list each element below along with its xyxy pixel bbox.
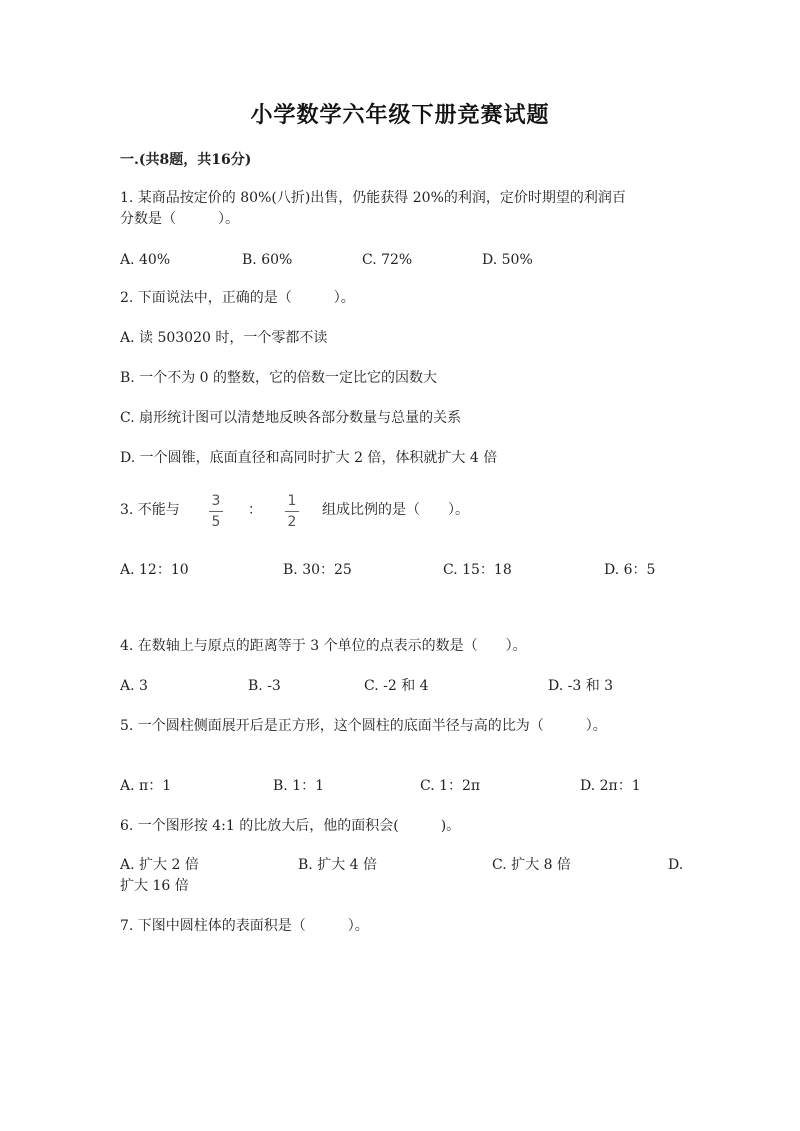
question-1-option-c: C. 72% — [362, 252, 413, 268]
question-5-option-a: A. π：1 — [120, 778, 172, 794]
question-4-option-a: A. 3 — [120, 678, 148, 694]
question-3-option-b: B. 30：25 — [283, 562, 352, 578]
question-6-option-d-text: 扩大 16 倍 — [120, 878, 189, 894]
question-3-option-a: A. 12：10 — [120, 562, 189, 578]
fraction-denominator: 5 — [211, 514, 221, 530]
question-2-option-b: B. 一个不为 0 的整数，它的倍数一定比它的因数大 — [120, 370, 437, 386]
question-6-option-d: D. — [668, 857, 684, 873]
section-heading: 一.(共8题，共16分) — [120, 152, 252, 168]
question-4-option-d: D. -3 和 3 — [548, 678, 614, 694]
question-3-suffix: 组成比例的是（ ）。 — [322, 502, 469, 518]
question-3-option-c: C. 15：18 — [443, 562, 512, 578]
fraction-numerator: 1 — [287, 493, 297, 509]
question-6-stem: 6. 一个图形按 4:1 的比放大后，他的面积会( )。 — [120, 818, 461, 834]
fraction-bar — [285, 511, 299, 512]
question-2-option-d: D. 一个圆锥，底面直径和高同时扩大 2 倍，体积就扩大 4 倍 — [120, 450, 498, 466]
fraction-one-half — [284, 493, 300, 530]
question-6-option-a: A. 扩大 2 倍 — [120, 857, 199, 873]
question-5-option-b: B. 1：1 — [273, 778, 325, 794]
question-1-stem-cont: 分数是（ ）。 — [120, 211, 239, 227]
question-1-option-d: D. 50% — [482, 252, 533, 268]
question-1-option-b: B. 60% — [242, 252, 293, 268]
page-title: 小学数学六年级下册竞赛试题 — [250, 102, 550, 128]
question-7-stem: 7. 下图中圆柱体的表面积是（ ）。 — [120, 918, 369, 934]
question-5-stem: 5. 一个圆柱侧面展开后是正方形，这个圆柱的底面半径与高的比为（ ）。 — [120, 718, 607, 734]
question-3-option-d: D. 6：5 — [604, 562, 656, 578]
question-4-option-b: B. -3 — [248, 678, 281, 694]
question-6-option-b: B. 扩大 4 倍 — [298, 857, 377, 873]
question-2-stem: 2. 下面说法中，正确的是（ ）。 — [120, 290, 355, 306]
question-1-stem: 1. 某商品按定价的 80%(八折)出售，仍能获得 20%的利润，定价时期望的利润百 — [120, 190, 626, 206]
question-4-option-c: C. -2 和 4 — [364, 678, 429, 694]
question-3-colon: ： — [248, 502, 262, 518]
question-4-stem: 4. 在数轴上与原点的距离等于 3 个单位的点表示的数是（ ）。 — [120, 638, 527, 654]
question-3-prefix: 3. 不能与 — [120, 502, 180, 518]
fraction-three-fifths — [208, 493, 224, 530]
question-6-option-c: C. 扩大 8 倍 — [492, 857, 571, 873]
fraction-bar — [209, 511, 223, 512]
fraction-denominator: 2 — [287, 514, 297, 530]
fraction-numerator: 3 — [211, 493, 221, 509]
question-5-option-c: C. 1：2π — [420, 778, 481, 794]
question-1-option-a: A. 40% — [120, 252, 171, 268]
question-2-option-a: A. 读 503020 时，一个零都不读 — [120, 330, 328, 346]
question-5-option-d: D. 2π：1 — [580, 778, 641, 794]
question-2-option-c: C. 扇形统计图可以清楚地反映各部分数量与总量的关系 — [120, 410, 462, 426]
